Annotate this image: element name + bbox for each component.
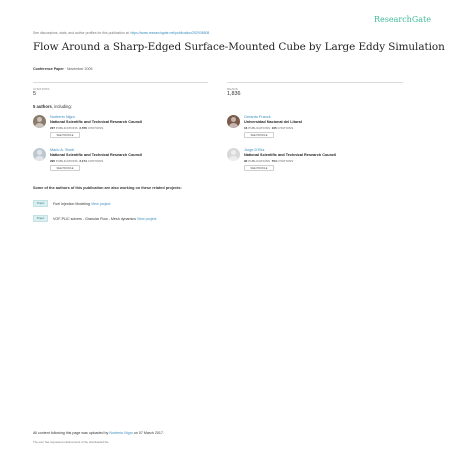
reads-count: 1,836 bbox=[227, 91, 241, 97]
avatar-body bbox=[35, 156, 44, 161]
author-name[interactable]: Mario A. Storti bbox=[50, 148, 74, 152]
author-card-gerardo-franck bbox=[227, 115, 397, 145]
avatar-body bbox=[35, 123, 44, 128]
avatar-head bbox=[231, 117, 236, 122]
author-citations-count: 105 bbox=[271, 126, 277, 130]
authors-suffix: , including: bbox=[51, 104, 72, 109]
see-profile-button[interactable]: SEE PROFILE bbox=[50, 132, 80, 138]
publications-label: PUBLICATIONS bbox=[55, 126, 78, 130]
source-note-text: See discussions, stats, and author profiles for this publication at: bbox=[33, 31, 130, 35]
view-project-link[interactable]: View project bbox=[90, 201, 111, 206]
avatar-head bbox=[231, 150, 236, 155]
author-citations-count: 754 bbox=[271, 159, 277, 163]
publications-count: 295 bbox=[50, 159, 56, 163]
author-stats bbox=[50, 126, 103, 130]
authors-header bbox=[33, 104, 72, 109]
avatar-body bbox=[229, 123, 238, 128]
upload-note bbox=[33, 431, 164, 435]
publications-count: 16 bbox=[244, 126, 248, 130]
upload-note-suffix: on 07 March 2017. bbox=[133, 431, 164, 435]
avatar[interactable] bbox=[227, 115, 240, 128]
project-tag: Project bbox=[33, 200, 48, 207]
publications-count: 237 bbox=[50, 126, 56, 130]
avatar-head bbox=[37, 117, 42, 122]
author-citations-label: CITATIONS bbox=[277, 159, 294, 163]
divider-left bbox=[33, 82, 208, 83]
author-institution: National Scientific and Technical Research Council bbox=[50, 120, 143, 124]
publication-link[interactable]: https://www.researchgate.net/publication/252936508 bbox=[130, 31, 210, 35]
source-note bbox=[33, 31, 209, 35]
avatar-head bbox=[37, 150, 42, 155]
author-citations-label: CITATIONS bbox=[87, 159, 104, 163]
author-citations-count: 2,576 bbox=[79, 126, 87, 130]
publications-label: PUBLICATIONS bbox=[55, 159, 78, 163]
researchgate-logo[interactable]: ResearchGate bbox=[374, 15, 431, 24]
divider-right bbox=[227, 82, 403, 83]
project-item bbox=[33, 200, 233, 208]
project-title bbox=[53, 202, 110, 206]
enhancement-note: The user has requested enhancement of the downloaded file. bbox=[33, 440, 110, 444]
paper-type-label: Conference Paper bbox=[33, 67, 64, 71]
author-stats bbox=[244, 159, 293, 163]
author-card-jorge-delia bbox=[227, 148, 397, 178]
author-citations-label: CITATIONS bbox=[87, 126, 104, 130]
upload-note-prefix: All content following this page was uploaded by bbox=[33, 431, 109, 435]
citations-count: 5 bbox=[33, 91, 36, 97]
author-card-mario-storti bbox=[33, 148, 203, 178]
project-name: Fuel Injection Modeling bbox=[53, 201, 90, 206]
project-title bbox=[53, 217, 156, 221]
avatar[interactable] bbox=[227, 148, 240, 161]
paper-date: · November 2005 bbox=[63, 67, 93, 71]
author-name[interactable]: Jorge D'Elia bbox=[244, 148, 265, 152]
author-stats bbox=[244, 126, 293, 130]
author-name[interactable]: Norberto Nigro bbox=[50, 115, 75, 119]
paper-type bbox=[33, 67, 93, 71]
author-institution: National Scientific and Technical Research Council bbox=[244, 153, 337, 157]
view-project-link[interactable]: View project bbox=[136, 216, 157, 221]
see-profile-button[interactable]: SEE PROFILE bbox=[50, 165, 80, 171]
project-tag: Project bbox=[33, 215, 48, 222]
paper-title: Flow Around a Sharp-Edged Surface-Mounted Cube by Large Eddy Simulation bbox=[33, 41, 445, 53]
citations-label: CITATIONS bbox=[33, 87, 50, 91]
avatar[interactable] bbox=[33, 115, 46, 128]
publications-label: PUBLICATIONS bbox=[248, 159, 270, 163]
project-name: VOF-PLIC solvers - Granular Flow - Mesh dynamics bbox=[53, 216, 136, 221]
author-citations-label: CITATIONS bbox=[277, 126, 294, 130]
reads-label: READS bbox=[227, 87, 238, 91]
author-stats bbox=[50, 159, 103, 163]
author-institution: National Scientific and Technical Research Council bbox=[50, 153, 143, 157]
publications-label: PUBLICATIONS bbox=[248, 126, 270, 130]
avatar-body bbox=[229, 156, 238, 161]
uploader-link[interactable]: Norberto Nigro bbox=[109, 431, 133, 435]
see-profile-button[interactable]: SEE PROFILE bbox=[244, 132, 274, 138]
author-card-norberto-nigro bbox=[33, 115, 203, 145]
authors-count: 5 authors bbox=[33, 104, 52, 109]
avatar[interactable] bbox=[33, 148, 46, 161]
publications-count: 90 bbox=[244, 159, 248, 163]
author-institution: Universidad Nacional del Litoral bbox=[244, 120, 302, 124]
author-citations-count: 2,174 bbox=[79, 159, 87, 163]
see-profile-button[interactable]: SEE PROFILE bbox=[244, 165, 274, 171]
project-item bbox=[33, 215, 283, 223]
author-name[interactable]: Gerardo Franck bbox=[244, 115, 271, 119]
related-projects-header: Some of the authors of this publication are also working on these related projects: bbox=[33, 186, 182, 190]
